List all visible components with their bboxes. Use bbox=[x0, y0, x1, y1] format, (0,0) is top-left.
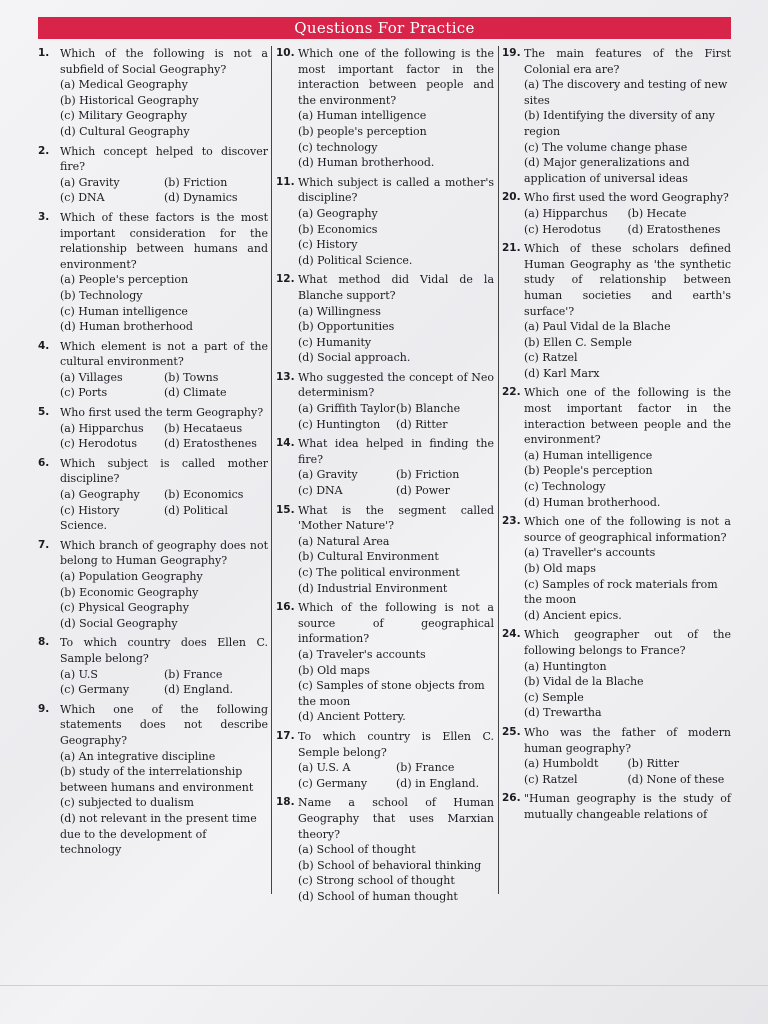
option: (d) Social approach. bbox=[298, 351, 411, 365]
question bbox=[502, 627, 731, 721]
option: (c) Ratzel bbox=[524, 772, 578, 786]
question bbox=[276, 46, 494, 171]
question-number: 21. bbox=[502, 242, 521, 255]
option: (c) History bbox=[60, 503, 120, 517]
question bbox=[38, 210, 268, 335]
question-number: 16. bbox=[276, 601, 295, 614]
question-text: Which subject is called mother discipline? bbox=[60, 456, 268, 486]
question-text: Which of the following is not a subfield of Social Geography? bbox=[60, 47, 268, 76]
options bbox=[276, 467, 494, 498]
options bbox=[276, 304, 494, 366]
option: (a) Medical Geography bbox=[60, 78, 188, 92]
option: (b) Economics bbox=[164, 488, 244, 502]
option: (c) Humanity bbox=[298, 335, 372, 349]
option: (a) School of thought bbox=[298, 843, 416, 857]
question-number: 4. bbox=[38, 339, 50, 352]
option: (c) Ports bbox=[60, 386, 108, 400]
question-number: 6. bbox=[38, 456, 50, 469]
question-stem-row bbox=[38, 456, 268, 487]
option-row bbox=[524, 756, 731, 772]
option-row bbox=[60, 370, 268, 386]
option: (d) Ancient Pottery. bbox=[298, 710, 406, 724]
option-row bbox=[60, 385, 268, 401]
question-text: What method did Vidal de la Blanche support? bbox=[298, 273, 494, 302]
question-stem-row bbox=[276, 795, 494, 842]
option-row bbox=[60, 667, 268, 683]
option: (a) Gravity bbox=[60, 175, 120, 189]
option: (c) DNA bbox=[298, 484, 343, 498]
option: (a) U.S bbox=[60, 667, 98, 681]
options bbox=[276, 206, 494, 268]
option-row bbox=[60, 503, 268, 519]
question bbox=[502, 190, 731, 237]
option-row bbox=[60, 190, 268, 206]
option: (b) Hecataeus bbox=[164, 421, 243, 435]
option: (d) Eratosthenes bbox=[164, 437, 257, 451]
option: (a) An integrative discipline bbox=[60, 749, 216, 763]
option: (b) Historical Geography bbox=[60, 93, 199, 107]
question-number: 23. bbox=[502, 515, 521, 528]
question-stem-row bbox=[276, 600, 494, 647]
question-stem-row bbox=[502, 46, 731, 77]
option: (b) Cultural Environment bbox=[298, 550, 439, 564]
question-number: 9. bbox=[38, 702, 50, 715]
option: (a) Geography bbox=[60, 488, 140, 502]
column-1 bbox=[38, 46, 268, 896]
question-text: Which one of the following is not a source of geographical information? bbox=[524, 515, 731, 544]
option: (c) Human intelligence bbox=[60, 304, 188, 318]
option: (c) Ratzel bbox=[524, 351, 578, 365]
question-number: 10. bbox=[276, 47, 295, 59]
question-stem-row bbox=[276, 729, 494, 760]
option-row bbox=[60, 682, 268, 698]
question-stem-row bbox=[38, 144, 268, 175]
question-stem-row bbox=[502, 514, 731, 545]
question-text: What idea helped in finding the fire? bbox=[298, 437, 494, 466]
option: (a) Human intelligence bbox=[298, 109, 427, 123]
question-number: 22. bbox=[502, 386, 521, 399]
option: (d) Political Science. bbox=[298, 253, 413, 267]
option: (b) Blanche bbox=[396, 402, 461, 416]
question-number: 3. bbox=[38, 210, 50, 223]
column-3 bbox=[502, 46, 731, 896]
question-text: Which of the following is not a source of geographical information? bbox=[298, 601, 494, 646]
options bbox=[38, 175, 268, 206]
question-text: "Human geography is the study of mutually changeable relations of bbox=[524, 792, 731, 821]
option: (b) France bbox=[396, 761, 455, 775]
question-text: Which one of the following is the most important factor in the interaction between people and the environment? bbox=[524, 386, 731, 447]
options bbox=[38, 749, 268, 858]
option: (b) Opportunities bbox=[298, 320, 395, 334]
question-stem-row bbox=[38, 405, 268, 421]
question-number: 17. bbox=[276, 729, 295, 742]
options bbox=[38, 487, 268, 534]
option: (d) Karl Marx bbox=[524, 366, 600, 380]
question bbox=[276, 436, 494, 498]
option: (d) Cultural Geography bbox=[60, 124, 190, 138]
option: (b) Friction bbox=[164, 175, 228, 189]
question-text: Which one of the following is the most important factor in the interaction between people and the environment? bbox=[298, 47, 494, 107]
question bbox=[502, 791, 731, 822]
option-row bbox=[298, 760, 494, 776]
options bbox=[38, 569, 268, 631]
question-stem-row bbox=[502, 190, 731, 206]
option: (d) Human brotherhood. bbox=[298, 156, 435, 170]
option: (c) Herodotus bbox=[60, 437, 138, 451]
question-text: Which one of the following statements does not describe Geography? bbox=[60, 702, 268, 747]
question-stem-row bbox=[276, 46, 494, 108]
question-stem-row bbox=[502, 241, 731, 319]
option: (d) Ritter bbox=[396, 417, 448, 431]
question-number: 25. bbox=[502, 725, 521, 738]
option: (b) Friction bbox=[396, 468, 460, 482]
option: (d) School of human thought bbox=[298, 889, 458, 903]
question-number: 19. bbox=[502, 47, 521, 59]
option: (c) DNA bbox=[60, 191, 105, 205]
option: (c) Strong school of thought bbox=[298, 874, 455, 888]
option: (c) technology bbox=[298, 140, 378, 154]
option-row bbox=[60, 175, 268, 191]
question-number: 1. bbox=[38, 47, 50, 59]
question-text: To which country is Ellen C. Semple belong? bbox=[298, 729, 494, 759]
option: (c) Germany bbox=[298, 776, 368, 790]
question-text: Which geographer out of the following belongs to France? bbox=[524, 628, 731, 657]
question-text: Who suggested the concept of Neo determinism? bbox=[298, 370, 494, 400]
options bbox=[502, 77, 731, 186]
option: (a) Population Geography bbox=[60, 570, 203, 583]
option: (a) Villages bbox=[60, 370, 123, 384]
option: (d) Power bbox=[396, 484, 450, 498]
question-stem-row bbox=[276, 370, 494, 401]
option: (d) Political bbox=[164, 503, 228, 517]
question-number: 8. bbox=[38, 636, 50, 649]
question-text: To which country does Ellen C. Sample belong? bbox=[60, 636, 268, 665]
option: (d) Ancient epics. bbox=[524, 608, 622, 622]
option-row bbox=[524, 772, 731, 788]
question-text: The main features of the First Colonial era are? bbox=[524, 47, 731, 76]
option: (a) Huntington bbox=[524, 659, 607, 673]
option: (a) Geography bbox=[298, 206, 378, 220]
option-row bbox=[60, 421, 268, 437]
option: (c) Physical Geography bbox=[60, 601, 189, 615]
option: (c) Huntington bbox=[298, 417, 381, 431]
options bbox=[502, 659, 731, 721]
option: (a) Willingness bbox=[298, 304, 381, 318]
options bbox=[502, 448, 731, 510]
option: (a) The discovery and testing of new sites bbox=[524, 78, 728, 107]
question-text: Who was the father of modern human geography? bbox=[524, 725, 731, 755]
question bbox=[276, 272, 494, 366]
option-row bbox=[298, 417, 494, 433]
option: (a) Hipparchus bbox=[60, 421, 144, 435]
question bbox=[276, 729, 494, 791]
option: (c) History bbox=[298, 238, 358, 252]
question bbox=[276, 795, 494, 904]
question-text: Which subject is called a mother's discipline? bbox=[298, 175, 494, 205]
option: (a) Gravity bbox=[298, 468, 358, 482]
option: (b) people's perception bbox=[298, 124, 427, 138]
question bbox=[38, 46, 268, 140]
option: (d) England. bbox=[164, 683, 233, 697]
option: (b) Vidal de la Blache bbox=[524, 675, 644, 689]
option: (d) Climate bbox=[164, 386, 227, 400]
option: (b) Identifying the diversity of any region bbox=[524, 109, 715, 138]
question-text: Which of these factors is the most important consideration for the relationship between humans and environment? bbox=[60, 210, 268, 271]
option: (c) Military Geography bbox=[60, 109, 188, 123]
options bbox=[276, 108, 494, 170]
option: (b) Technology bbox=[60, 288, 143, 302]
option: (c) Germany bbox=[60, 683, 130, 697]
option: (b) Economics bbox=[298, 222, 378, 236]
options bbox=[38, 667, 268, 698]
question bbox=[38, 144, 268, 206]
option: (b) France bbox=[164, 667, 223, 681]
question bbox=[38, 339, 268, 401]
options bbox=[276, 401, 494, 432]
option: (a) Traveler's accounts bbox=[298, 647, 426, 661]
option-row bbox=[298, 776, 494, 792]
question-stem-row bbox=[502, 791, 731, 822]
option: (b) Ritter bbox=[627, 757, 680, 771]
question-number: 24. bbox=[502, 628, 521, 641]
question-number: 2. bbox=[38, 144, 50, 157]
option: (d) not relevant in the present time due to the development of technology bbox=[60, 811, 257, 857]
option: (a) Paul Vidal de la Blache bbox=[524, 320, 671, 334]
question-stem-row bbox=[38, 635, 268, 666]
option: (a) Hipparchus bbox=[524, 206, 608, 220]
question bbox=[276, 600, 494, 725]
option-row bbox=[298, 483, 494, 499]
option-row bbox=[298, 467, 494, 483]
question-number: 7. bbox=[38, 538, 50, 551]
options bbox=[276, 760, 494, 791]
question bbox=[502, 514, 731, 623]
options bbox=[38, 77, 268, 139]
question-stem-row bbox=[276, 272, 494, 303]
question-text: Which of these scholars defined Human Geography as 'the synthetic study of relationship between human societies and earth's surface'? bbox=[524, 242, 731, 318]
option: (c) subjected to dualism bbox=[60, 796, 194, 810]
options bbox=[502, 206, 731, 237]
option: (d) Industrial Environment bbox=[298, 581, 448, 595]
question-text: Name a school of Human Geography that uses Marxian theory? bbox=[298, 796, 494, 841]
option: (b) School of behavioral thinking bbox=[298, 858, 482, 872]
option-row bbox=[524, 206, 731, 222]
option: (b) Old maps bbox=[524, 562, 596, 575]
option: (c) Semple bbox=[524, 690, 584, 704]
option: (b) Hecate bbox=[627, 206, 687, 220]
option: (d) Eratosthenes bbox=[627, 222, 721, 236]
question-number: 20. bbox=[502, 191, 521, 204]
option: (a) U.S. A bbox=[298, 761, 351, 775]
options bbox=[276, 647, 494, 725]
question bbox=[38, 456, 268, 534]
option: (d) Trewartha bbox=[524, 706, 602, 720]
question-text: Which concept helped to discover fire? bbox=[60, 144, 268, 174]
question bbox=[276, 175, 494, 269]
divider bbox=[0, 985, 768, 986]
question-number: 18. bbox=[276, 796, 295, 809]
options bbox=[38, 272, 268, 334]
question-text: Which element is not a part of the cultural environment? bbox=[60, 339, 268, 369]
option: (c) Herodotus bbox=[524, 222, 602, 236]
option: (a) Griffith Taylor bbox=[298, 402, 396, 416]
question bbox=[276, 370, 494, 432]
options bbox=[38, 370, 268, 401]
option: (d) None of these bbox=[627, 772, 725, 786]
option: (b) People's perception bbox=[524, 464, 653, 478]
option: (b) Ellen C. Semple bbox=[524, 335, 632, 349]
question-number: 13. bbox=[276, 370, 295, 383]
option: (c) Technology bbox=[524, 480, 606, 494]
question-text: Who first used the word Geography? bbox=[524, 191, 729, 205]
question bbox=[502, 725, 731, 787]
question bbox=[502, 241, 731, 381]
question-stem-row bbox=[276, 436, 494, 467]
option: (d) Dynamics bbox=[164, 191, 238, 205]
option: (c) The political environment bbox=[298, 566, 460, 579]
question-number: 5. bbox=[38, 406, 50, 419]
options bbox=[276, 534, 494, 596]
question-number: 15. bbox=[276, 503, 295, 516]
question-text: What is the segment called 'Mother Nature'? bbox=[298, 503, 494, 533]
question bbox=[276, 503, 494, 597]
question bbox=[38, 405, 268, 452]
options bbox=[502, 756, 731, 787]
question bbox=[502, 385, 731, 510]
option: (d) in England. bbox=[396, 776, 480, 790]
question-stem-row bbox=[502, 725, 731, 756]
option: (c) The volume change phase bbox=[524, 140, 688, 154]
question-number: 14. bbox=[276, 437, 295, 450]
option: (a) Human intelligence bbox=[524, 448, 653, 462]
question bbox=[38, 538, 268, 632]
question-text: Which branch of geography does not belong to Human Geography? bbox=[60, 538, 268, 568]
option: (a) Natural Area bbox=[298, 534, 390, 548]
question-stem-row bbox=[502, 385, 731, 447]
question-stem-row bbox=[502, 627, 731, 658]
option: (b) Towns bbox=[164, 370, 219, 384]
question bbox=[38, 635, 268, 697]
question-stem-row bbox=[276, 175, 494, 206]
option-row bbox=[60, 436, 268, 452]
question bbox=[38, 702, 268, 858]
options bbox=[276, 842, 494, 904]
option: (d) Human brotherhood bbox=[60, 320, 193, 334]
question-stem-row bbox=[276, 503, 494, 534]
question-stem-row bbox=[38, 538, 268, 569]
question-columns bbox=[38, 46, 731, 903]
option: (a) People's perception bbox=[60, 273, 189, 287]
question-stem-row bbox=[38, 210, 268, 272]
question-number: 11. bbox=[276, 175, 295, 188]
question-stem-row bbox=[38, 702, 268, 749]
option: (d) Social Geography bbox=[60, 616, 178, 630]
question-text: Who first used the term Geography? bbox=[60, 406, 264, 420]
question-stem-row bbox=[38, 46, 268, 77]
option: (a) Traveller's accounts bbox=[524, 546, 656, 560]
question-number: 12. bbox=[276, 273, 295, 286]
option: (b) Economic Geography bbox=[60, 585, 199, 599]
column-2 bbox=[276, 46, 494, 903]
question bbox=[502, 46, 731, 186]
question-stem-row bbox=[38, 339, 268, 370]
option: (b) study of the interrelationship between humans and environment bbox=[60, 765, 254, 794]
option-row bbox=[298, 401, 494, 417]
question-number: 26. bbox=[502, 792, 521, 805]
options bbox=[38, 421, 268, 452]
option: (c) Samples of stone objects from the moon bbox=[298, 679, 485, 708]
option: (b) Old maps bbox=[298, 663, 370, 677]
options bbox=[502, 319, 731, 381]
option: (c) Samples of rock materials from the moon bbox=[524, 577, 718, 607]
option-row bbox=[60, 487, 268, 503]
option-continuation: Science. bbox=[60, 519, 107, 533]
option: (d) Major generalizations and application of universal ideas bbox=[524, 156, 690, 185]
options bbox=[502, 545, 731, 623]
page-title: Questions For Practice bbox=[38, 17, 731, 39]
option: (d) Human brotherhood. bbox=[524, 495, 661, 509]
option: (a) Humboldt bbox=[524, 757, 599, 771]
option-row bbox=[524, 222, 731, 238]
